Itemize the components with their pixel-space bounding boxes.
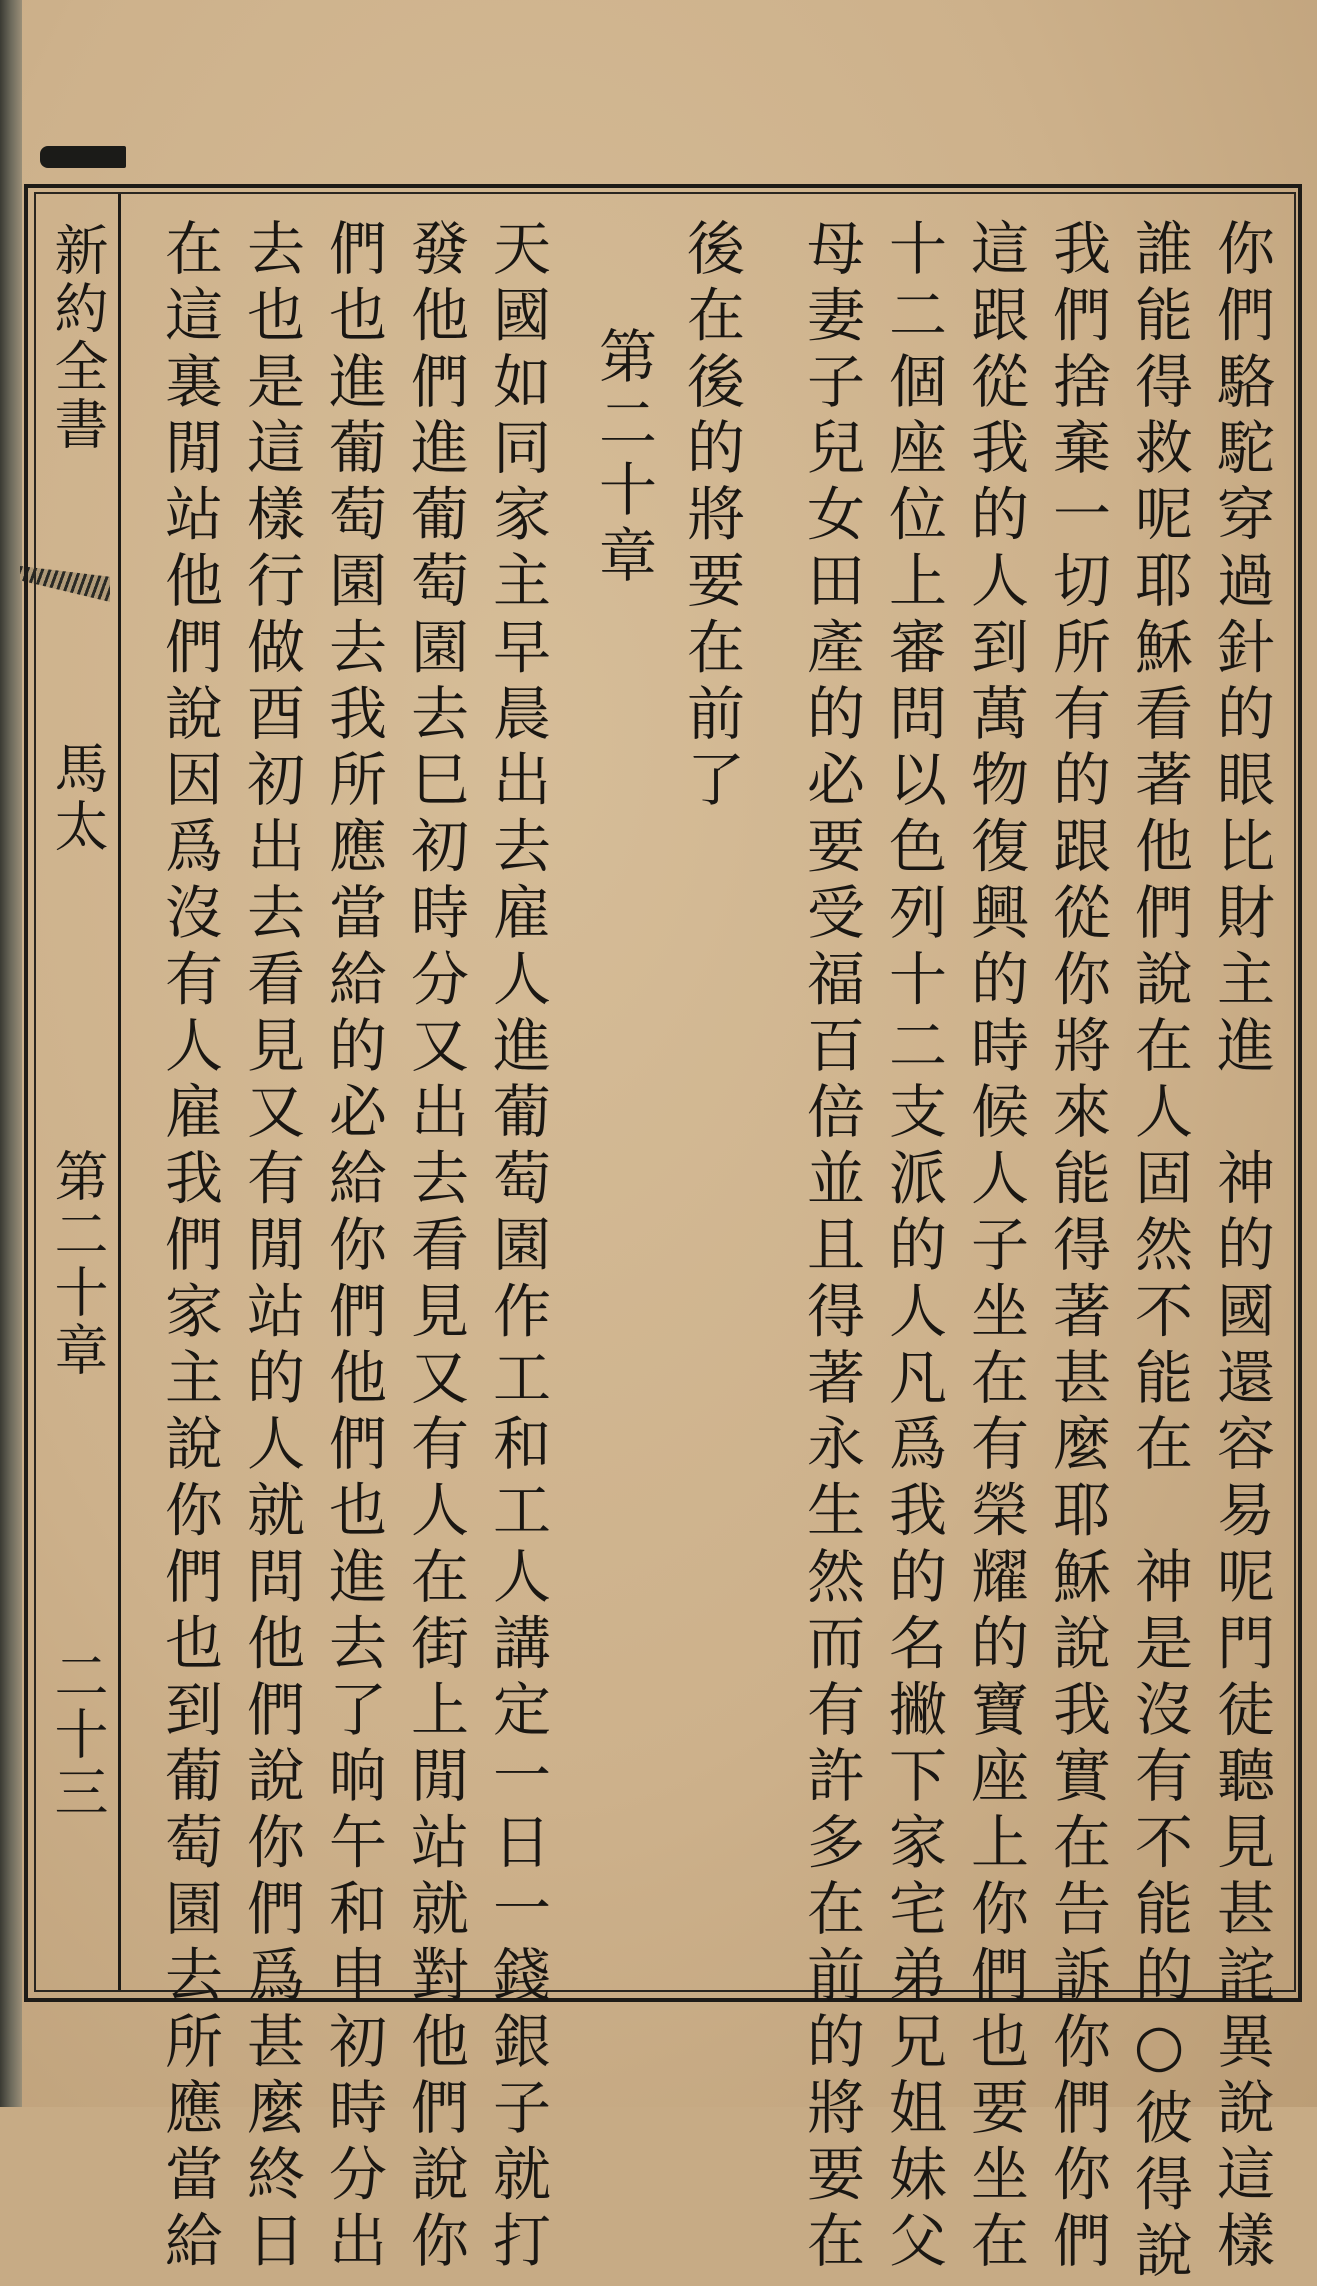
text-line: 們也進葡萄園去我所應當給的必給你們他們也進去了晌午和申初時分出 — [319, 218, 387, 2277]
text-line: 這跟從我的人到萬物復興的時候人子坐在有榮耀的寶座上你們也要坐在 — [961, 218, 1029, 2277]
text-line: 你們駱駝穿過針的眼比財主進 神的國還容易呢門徒聽見甚詫異說這樣 — [1207, 218, 1275, 2277]
text-line: 發他們進葡萄園去巳初時分又出去看見又有人在街上閒站就對他們說你 — [401, 218, 469, 2277]
chapter-label: 第二十章 — [46, 1148, 109, 1380]
text-line: 十二個座位上審問以色列十二支派的人凡爲我的名撇下家宅弟兄姐妹父 — [879, 218, 947, 2277]
book-title: 新約全書 — [46, 222, 109, 454]
text-line: 我們捨棄一切所有的跟從你將來能得著甚麼耶穌說我實在告訴你們你們 — [1043, 218, 1111, 2277]
page-number: 二十三 — [46, 1648, 109, 1822]
text-line: 後在後的將要在前了 — [677, 218, 745, 816]
text-line: 在這裏閒站他們說因爲沒有人雇我們家主說你們也到葡萄園去所應當給 — [155, 218, 223, 2277]
text-line: 誰能得救呢耶穌看著他們說在人固然不能在 神是沒有不能的○彼得說 — [1125, 218, 1193, 2286]
text-line: 天國如同家主早晨出去雇人進葡萄園作工和工人講定一日一錢銀子就打 — [483, 218, 551, 2277]
book-spine — [0, 0, 22, 2107]
text-line: 去也是這樣行做酉初出去看見又有閒站的人就問他們說你們爲甚麼終日 — [237, 218, 305, 2277]
text-line: 母妻子兒女田產的必要受福百倍並且得著永生然而有許多在前的將要在 — [797, 218, 865, 2277]
binding-mark — [40, 146, 126, 168]
margin-divider — [118, 194, 121, 1990]
gospel-name: 馬太 — [46, 740, 109, 856]
chapter-heading: 第二十章 — [589, 326, 657, 592]
